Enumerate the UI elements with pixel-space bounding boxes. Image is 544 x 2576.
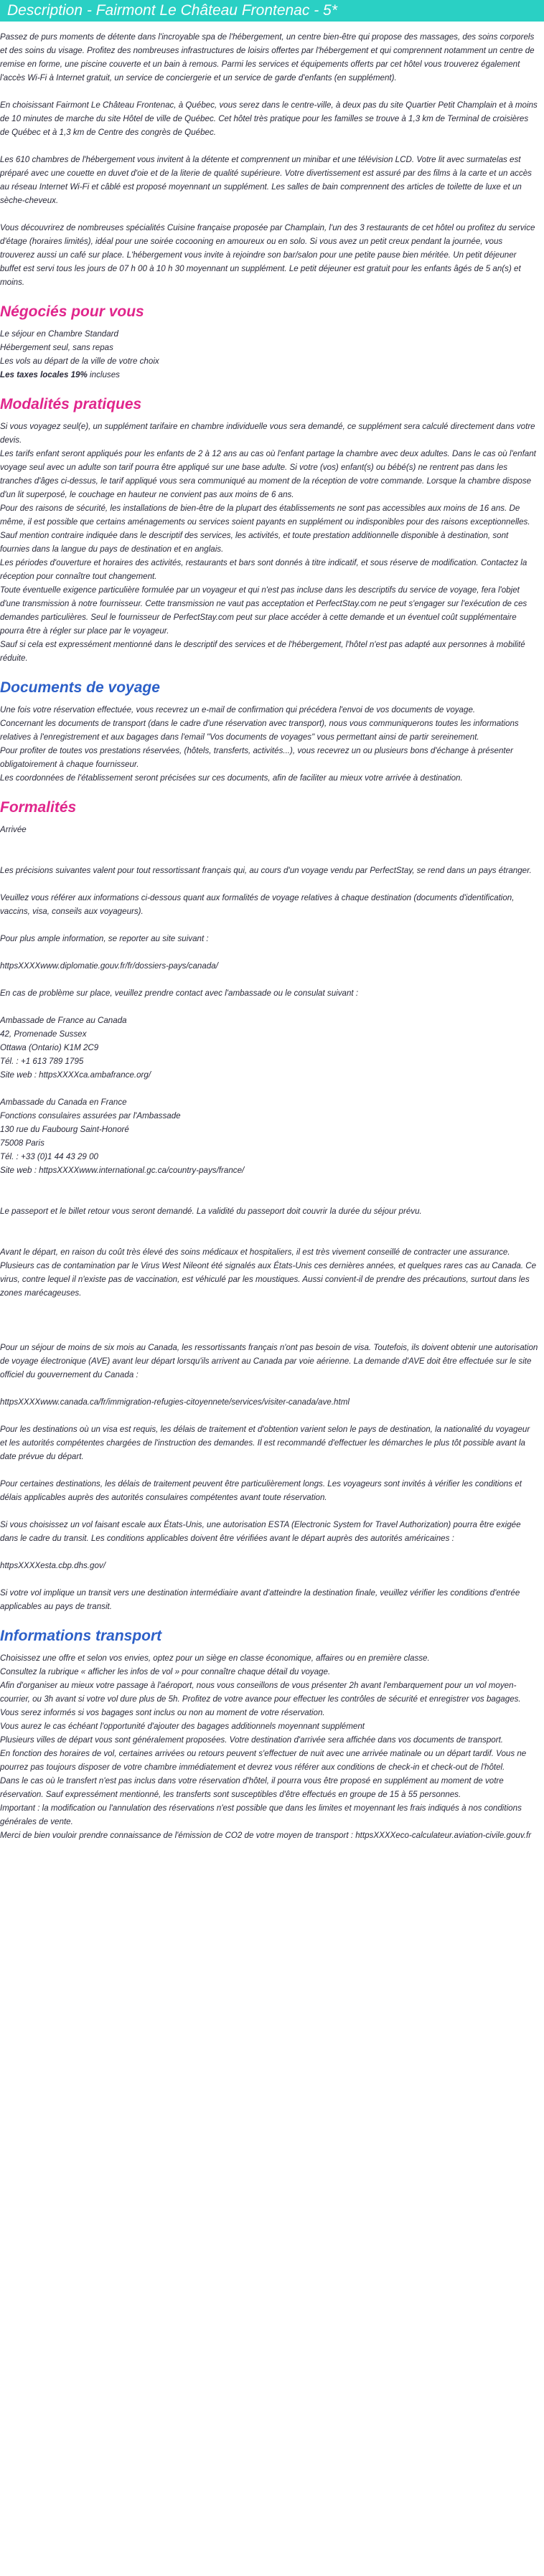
negocies-heading: Négociés pour vous bbox=[0, 303, 144, 320]
modalites-heading: Modalités pratiques bbox=[0, 396, 142, 412]
formalites-p9: Pour certaines destinations, les délais de traitement peuvent être particulièrement longs. Les voyageurs sont invités à vérifier les conditions et délais applicables auprès des autorités consulaires compétentes avant toute réservation. bbox=[0, 1479, 522, 1502]
intro-spa: Passez de purs moments de détente dans l'incroyable spa de l'hébergement, un centre bien-être qui propose des massages, des soins corporels et des soins du visage. Profitez des nombreuses infrastructures de loisirs offertes par l'hébergement et qui comprennent notamment un centre de remise en forme, une piscine couverte et un bain à remous. Parmi les services et équipements offerts par cet hôtel vous trouverez également l'accès Wi-Fi à Internet gratuit, un service de conciergerie et un service de garde d'enfants (en supplément). bbox=[0, 32, 535, 82]
formalites-p8: Pour les destinations où un visa est requis, les délais de traitement et d'obtention varient selon le pays de destination, la nationalité du voyageur et les autorités compétentes chargées de l'instruction des demandes. Il est recommandé d'effectuer les démarches le plus tôt possible avant la date prévue du départ. bbox=[0, 1425, 530, 1461]
documents-line: Concernant les documents de transport (dans le cadre d'une réservation avec transport), nous vous communiquerons toutes les informations relatives à l'enregistrement et aux bagages dans l'email "Vos documents de voyages" vous permettant ainsi de partir sereinement. bbox=[0, 719, 519, 742]
embassy-line: Tél. : +1 613 789 1795 bbox=[0, 1057, 84, 1066]
negocies-item: Hébergement seul, sans repas bbox=[0, 343, 113, 352]
documents-list bbox=[0, 703, 538, 785]
embassy-line: Site web : httpsXXXXwww.international.gc.ca/country-pays/france/ bbox=[0, 1166, 245, 1175]
intro-location: En choisissant Fairmont Le Château Frontenac, à Québec, vous serez dans le centre-ville, à deux pas du site Quartier Petit Champlain et à moins de 10 minutes de marche du site Hôtel de ville de Québec. Cet hôtel très pratique pour les familles se trouve à 1,3 km de Terminal de croisières de Québec et à 1,3 km de Centre des congrès de Québec. bbox=[0, 100, 538, 137]
formalites-p4: En cas de problème sur place, veuillez prendre contact avec l'ambassade ou le consulat suivant : bbox=[0, 989, 359, 998]
health-line: Plusieurs cas de contamination par le Virus West Nileont été signalés aux États-Unis ces dernières années, et quelques rares cas au Canada. Ce virus, contre lequel il n'existe pas de vaccination, est véhiculé par les moustiques. Aussi convient-il de prendre des précautions, surtout dans les zones marécageuses. bbox=[0, 1261, 537, 1298]
formalites-arrivee: Arrivée bbox=[0, 825, 27, 834]
taxes-bold: Les taxes locales 19% bbox=[0, 370, 88, 379]
formalites-health bbox=[0, 1245, 538, 1300]
embassy-canada bbox=[0, 1095, 538, 1177]
modalites-line: Sauf si cela est expressément mentionné dans le descriptif des services et de l'hébergement, l'hôtel n'est pas adapté aux personnes à mobilité réduite. bbox=[0, 640, 525, 663]
transport-line: Vous serez informés si vos bagages sont inclus ou non au moment de votre réservation. bbox=[0, 1708, 325, 1717]
page-title: Description - Fairmont Le Château Frontenac - 5* bbox=[7, 2, 337, 19]
negocies-taxes bbox=[0, 368, 538, 382]
embassy-line: Ambassade de France au Canada bbox=[0, 1016, 127, 1025]
negocies-list bbox=[0, 327, 538, 382]
modalites-line: Les périodes d'ouverture et horaires des activités, restaurants et bars sont donnés à titre indicatif, et sous réserve de modification. Contactez la réception pour connaître tout changement. bbox=[0, 558, 527, 581]
modalites-line: Toute éventuelle exigence particulière formulée par un voyageur et qui n'est pas incluse dans les descriptifs du service de voyage, fera l'objet d'une transmission à notre fournisseur. Cette transmission ne vaut pas acceptation et PerfectStay.com ne peut s'engager sur l'exécution de ces demandes particulières. Seul le fournisseur de PerfectStay.com peut sur place accéder à cette demande et un éventuel coût supplémentaire pourra être à régler sur place par le voyageur. bbox=[0, 585, 527, 636]
transport-line: Plusieurs villes de départ vous sont généralement proposées. Votre destination d'arrivée sera affichée dans vos documents de transport. bbox=[0, 1735, 504, 1745]
documents-line: Pour profiter de toutes vos prestations réservées, (hôtels, transferts, activités...), vous recevrez un ou plusieurs bons d'échange à présenter obligatoirement à chaque fournisseur. bbox=[0, 746, 513, 769]
transport-line: Consultez la rubrique « afficher les infos de vol » pour connaître chaque détail du voyage. bbox=[0, 1667, 331, 1676]
title-bar bbox=[0, 0, 544, 22]
formalites-p3: Pour plus ample information, se reporter au site suivant : bbox=[0, 934, 209, 943]
transport-heading: Informations transport bbox=[0, 1628, 162, 1644]
embassy-line: 42, Promenade Sussex bbox=[0, 1029, 87, 1039]
embassy-line: Fonctions consulaires assurées par l'Ambassade bbox=[0, 1111, 181, 1120]
modalites-line: Les tarifs enfant seront appliqués pour les enfants de 2 à 12 ans au cas où l'enfant partage la chambre avec deux adultes. Dans le cas où l'enfant voyage seul avec un adulte son tarif pourra être appliqué sur une base adulte. Si votre (vos) enfant(s) ou bébé(s) ne rentrent pas dans les tranches d'âges ci-dessus, le tarif appliqué vous sera communiqué au moment de la réception de votre commande. Lorsque la chambre dispose d'un lit superposé, le couchage en hauteur ne convient pas aux moins de 6 ans. bbox=[0, 449, 536, 499]
transport-line: Vous aurez le cas échéant l'opportunité d'ajouter des bagages additionnels moyennant supplément bbox=[0, 1722, 365, 1731]
formalites-p11: Si votre vol implique un transit vers une destination intermédiaire avant d'atteindre la destination finale, veuillez vérifier les conditions d'entrée applicables au pays de transit. bbox=[0, 1588, 520, 1611]
modalites-line: Si vous voyagez seul(e), un supplément tarifaire en chambre individuelle vous sera demandé, ce supplément sera calculé directement dans votre devis. bbox=[0, 422, 535, 445]
formalites-p1: Les précisions suivantes valent pour tout ressortissant français qui, au cours d'un voyage vendu par PerfectStay, se rend dans un pays étranger. bbox=[0, 866, 532, 875]
transport-line: Merci de bien vouloir prendre connaissance de l'émission de CO2 de votre moyen de transport : httpsXXXXeco-calculateur.aviation-civile.gouv.fr bbox=[0, 1831, 532, 1840]
modalites-list bbox=[0, 420, 538, 665]
content bbox=[0, 22, 544, 1842]
documents-line: Une fois votre réservation effectuée, vous recevrez un e-mail de confirmation qui précédera l'envoi de vos documents de voyage. bbox=[0, 705, 476, 714]
formalites-url1: httpsXXXXwww.diplomatie.gouv.fr/fr/dossiers-pays/canada/ bbox=[0, 961, 218, 971]
formalites-url3: httpsXXXXesta.cbp.dhs.gov/ bbox=[0, 1561, 105, 1570]
embassy-france bbox=[0, 1014, 538, 1082]
intro-dining: Vous découvrirez de nombreuses spécialités Cuisine française proposée par Champlain, l'un des 3 restaurants de cet hôtel ou profitez du service d'étage (horaires limités), idéal pour une soirée cocooning en amoureux ou en solo. Si vous avez un petit creux pendant la journée, vous trouverez aussi un café sur place. L'hébergement vous invite à rejoindre son bar/salon pour une petite pause bien méritée. Un petit déjeuner buffet est servi tous les jours de 07 h 00 à 10 h 30 moyennant un supplément. Le petit déjeuner est gratuit pour les enfants âgés de 5 an(s) et moins. bbox=[0, 223, 535, 287]
formalites-url2: httpsXXXXwww.canada.ca/fr/immigration-refugies-citoyennete/services/visiter-canada/ave.html bbox=[0, 1397, 350, 1407]
embassy-line: 75008 Paris bbox=[0, 1138, 44, 1148]
transport-line: Important : la modification ou l'annulation des réservations n'est possible que dans les limites et moyennant les frais indiqués à nos conditions générales de vente. bbox=[0, 1803, 522, 1826]
embassy-line: 130 rue du Faubourg Saint-Honoré bbox=[0, 1125, 129, 1134]
formalites-p2: Veuillez vous référer aux informations ci-dessous quant aux formalités de voyage relatives à chaque destination (documents d'identification, vaccins, visa, conseils aux voyageurs). bbox=[0, 893, 515, 916]
modalites-line: Sauf mention contraire indiquée dans le descriptif des services, les activités, et toute prestation additionnelle disponible à destination, sont fournies dans la langue du pays de destination et en anglais. bbox=[0, 531, 509, 554]
embassy-line: Tél. : +33 (0)1 44 43 29 00 bbox=[0, 1152, 98, 1161]
formalites-p5: Le passeport et le billet retour vous seront demandé. La validité du passeport doit couvrir la durée du séjour prévu. bbox=[0, 1207, 422, 1216]
health-line: Avant le départ, en raison du coût très élevé des soins médicaux et hospitaliers, il est très vivement conseillé de contracter une assurance. bbox=[0, 1247, 510, 1257]
formalites-p10: Si vous choisissez un vol faisant escale aux États-Unis, une autorisation ESTA (Electronic System for Travel Authorization) pourra être exigée dans le cadre du transit. Les conditions applicables doivent être vérifiées avant le départ auprès des autorités américaines : bbox=[0, 1520, 521, 1543]
embassy-line: Site web : httpsXXXXca.ambafrance.org/ bbox=[0, 1070, 151, 1080]
modalites-line: Pour des raisons de sécurité, les installations de bien-être de la plupart des établissements ne sont pas accessibles aux moins de 16 ans. De même, il est possible que certains aménagements ou services soient payants en supplément ou indisponibles pour des raisons exceptionnelles. bbox=[0, 504, 530, 527]
embassy-line: Ambassade du Canada en France bbox=[0, 1098, 127, 1107]
formalites-p7: Pour un séjour de moins de six mois au Canada, les ressortissants français n'ont pas besoin de visa. Toutefois, ils doivent obtenir une autorisation de voyage électronique (AVE) avant leur départ lorsqu'ils arrivent au Canada par voie aérienne. La demande d'AVE doit être effectuée sur le site officiel du gouvernement du Canada : bbox=[0, 1343, 538, 1379]
negocies-item: Le séjour en Chambre Standard bbox=[0, 329, 118, 339]
transport-line: Afin d'organiser au mieux votre passage à l'aéroport, nous vous conseillons de vous présenter 2h avant l'embarquement pour un vol moyen-courrier, ou 3h avant si votre vol dure plus de 5h. Profitez de votre avance pour effectuer les contrôles de sécurité et enregistrer vos bagages. bbox=[0, 1681, 521, 1704]
transport-list bbox=[0, 1651, 538, 1842]
negocies-item: Les vols au départ de la ville de votre choix bbox=[0, 357, 159, 366]
documents-line: Les coordonnées de l'établissement seront précisées sur ces documents, afin de faciliter au mieux votre arrivée à destination. bbox=[0, 773, 463, 783]
intro-rooms: Les 610 chambres de l'hébergement vous invitent à la détente et comprennent un minibar et une télévision LCD. Votre lit avec surmatelas est préparé avec une couette en duvet d'oie et de la literie de qualité supérieure. Votre divertissement est assuré par des films à la carte et un accès au réseau Internet Wi-Fi et câblé est proposé moyennant un supplément. Les salles de bain comprennent des articles de toilette de luxe et un sèche-cheveux. bbox=[0, 155, 532, 205]
taxes-rest: incluses bbox=[87, 370, 120, 379]
transport-line: Dans le cas où le transfert n'est pas inclus dans votre réservation d'hôtel, il pourra vous être proposé en supplément au moment de votre réservation. Sauf expressément mentionné, les transferts sont susceptibles d'être effectués en groupe de 15 à 55 personnes. bbox=[0, 1776, 504, 1799]
formalites-heading: Formalités bbox=[0, 799, 77, 816]
transport-line: Choisissez une offre et selon vos envies, optez pour un siège en classe économique, affaires ou en première classe. bbox=[0, 1653, 430, 1663]
transport-line: En fonction des horaires de vol, certaines arrivées ou retours peuvent s'effectuer de nuit avec une arrivée matinale ou un départ tardif. Vous ne pourrez pas toujours disposer de votre chambre immédiatement et devrez vous référer aux conditions de check-in et check-out de l'hôtel. bbox=[0, 1749, 527, 1772]
documents-heading: Documents de voyage bbox=[0, 679, 160, 696]
embassy-line: Ottawa (Ontario) K1M 2C9 bbox=[0, 1043, 99, 1052]
